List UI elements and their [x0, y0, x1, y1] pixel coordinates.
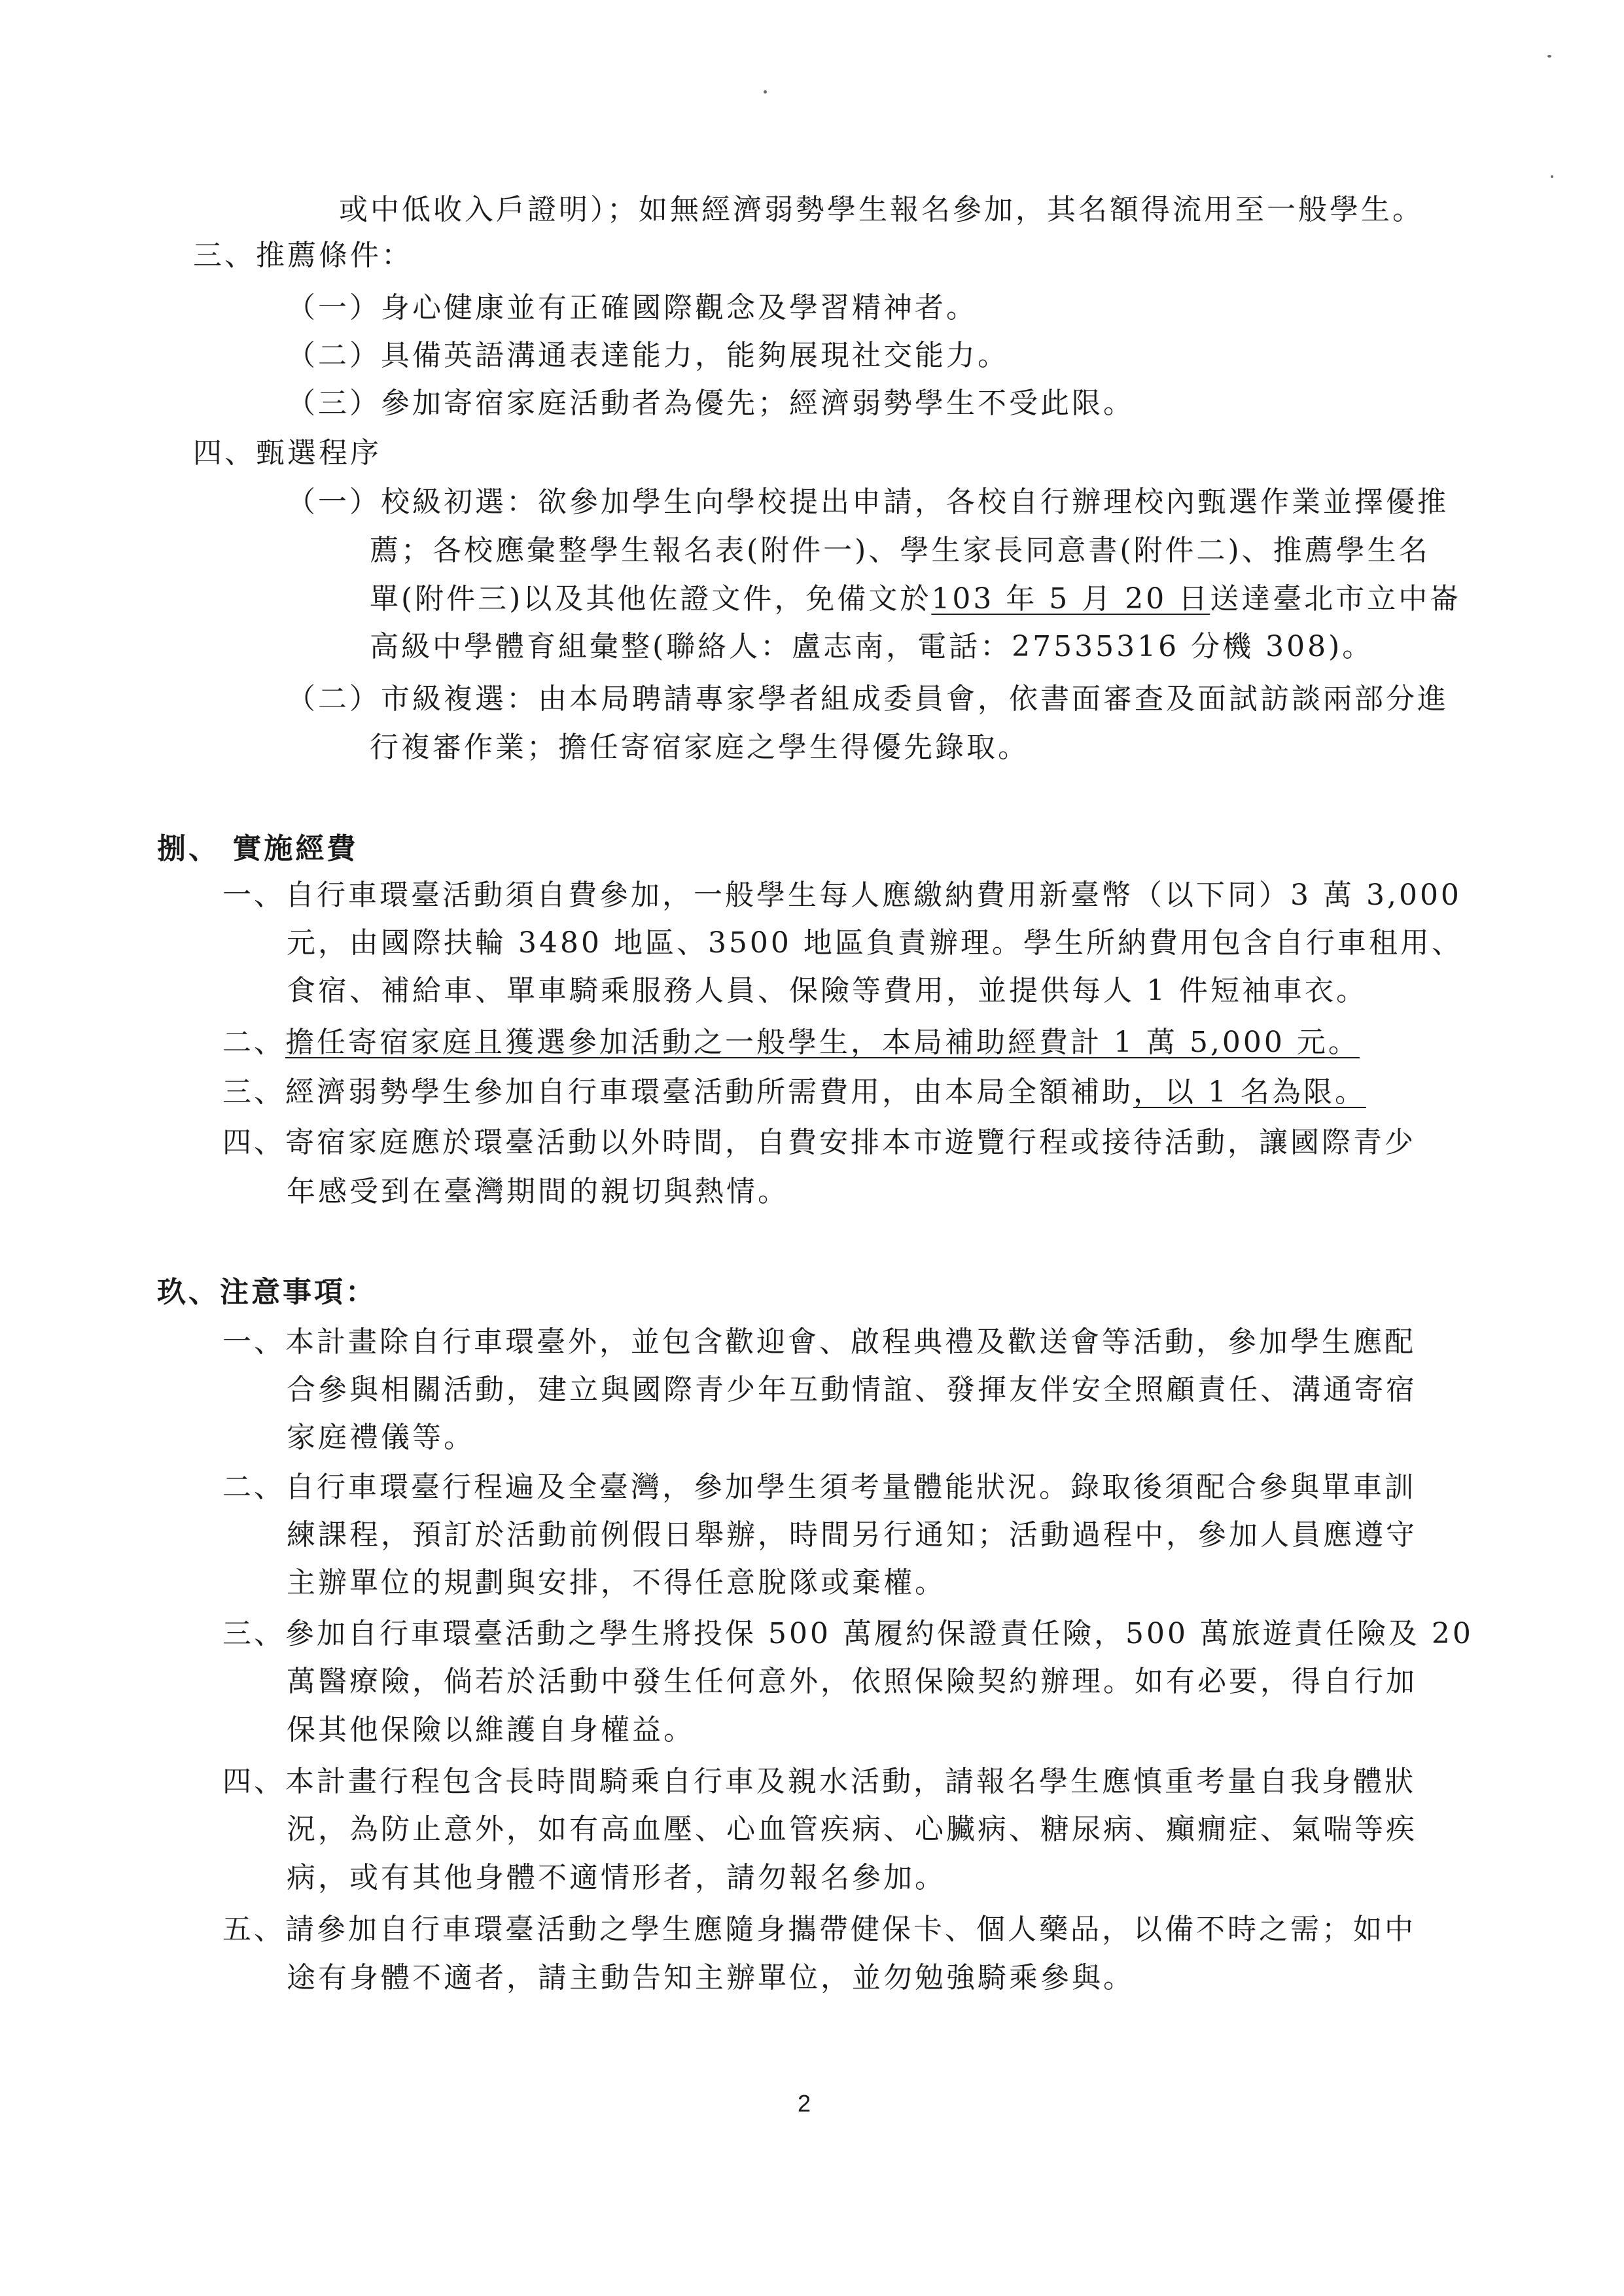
- text-line: 三、參加自行車環臺活動之學生將投保 500 萬履約保證責任險，500 萬旅遊責任險及 20: [222, 1617, 1474, 1650]
- text-line: 五、請參加自行車環臺活動之學生應隨身攜帶健保卡、個人藥品，以備不時之需；如中: [222, 1913, 1416, 1946]
- page-number: 2: [798, 2090, 811, 2117]
- text-line: （一）身心健康並有正確國際觀念及學習精神者。: [287, 291, 978, 324]
- text-line: 合參與相關活動，建立與國際青少年互動情誼、發揮友伴安全照顧責任、溝通寄宿: [287, 1373, 1417, 1406]
- text-segment: 三、經濟弱勢學生參加自行車環臺活動所需費用，由本局全額補助: [222, 1075, 1133, 1109]
- chapter-heading-notes: 玖、注意事項：: [157, 1276, 377, 1309]
- text-line: 或中低收入戶證明）；如無經濟弱勢學生報名參加，其名額得流用至一般學生。: [339, 193, 1424, 226]
- subsidy-underlined: 擔任寄宿家庭且獲選參加活動之一般學生，本局補助經費計 1 萬 5,000 元。: [285, 1026, 1360, 1059]
- text-line: 萬醫療險，倘若於活動中發生任何意外，依照保險契約辦理。如有必要，得自行加: [287, 1665, 1417, 1698]
- text-line: 行複審作業；擔任寄宿家庭之學生得優先錄取。: [370, 731, 1029, 764]
- text-line: 途有身體不適者，請主動告知主辦單位，並勿勉強騎乘參與。: [287, 1961, 1135, 1994]
- text-segment: 送達臺北市立中崙: [1210, 582, 1462, 616]
- text-line: [222, 1069, 1366, 1116]
- text-line: 家庭禮儀等。: [287, 1421, 475, 1454]
- list-marker: 二、: [222, 1026, 285, 1059]
- text-line: （二）具備英語溝通表達能力，能夠展現社交能力。: [287, 339, 1009, 372]
- text-line: 主辦單位的規劃與安排，不得任意脫隊或棄權。: [287, 1566, 946, 1599]
- text-line: 年感受到在臺灣期間的親切與熱情。: [287, 1175, 789, 1208]
- text-line: 練課程，預訂於活動前例假日舉辦，時間另行通知；活動過程中，參加人員應遵守: [287, 1518, 1417, 1552]
- text-line: 病，或有其他身體不適情形者，請勿報名參加。: [287, 1861, 946, 1894]
- text-line: 四、寄宿家庭應於環臺活動以外時間，自費安排本市遊覽行程或接待活動，讓國際青少: [222, 1126, 1416, 1159]
- text-line: 況，為防止意外，如有高血壓、心血管疾病、心臟病、糖尿病、癲癇症、氣喘等疾: [287, 1813, 1417, 1846]
- text-line: 元，由國際扶輪 3480 地區、3500 地區負責辦理。學生所納費用包含自行車租用、: [287, 926, 1463, 960]
- text-line: 一、本計畫除自行車環臺外，並包含歡迎會、啟程典禮及歡送會等活動，參加學生應配: [222, 1325, 1416, 1359]
- quota-underlined: ，以 1 名為限。: [1133, 1075, 1366, 1109]
- text-line: 一、自行車環臺活動須自費參加，一般學生每人應繳納費用新臺幣（以下同）3 萬 3,000: [222, 878, 1462, 912]
- scan-speck: [1551, 175, 1553, 178]
- text-line: 食宿、補給車、單車騎乘服務人員、保險等費用，並提供每人 1 件短袖車衣。: [287, 974, 1368, 1007]
- text-line: 四、本計畫行程包含長時間騎乘自行車及親水活動，請報名學生應慎重考量自我身體狀: [222, 1765, 1416, 1798]
- text-line: 薦；各校應彙整學生報名表(附件一)、學生家長同意書(附件二)、推薦學生名: [370, 534, 1430, 567]
- text-line: （一）校級初選：欲參加學生向學校提出申請，各校自行辦理校內甄選作業並擇優推: [287, 485, 1449, 519]
- text-line: 高級中學體育組彙整(聯絡人：盧志南，電話：27535316 分機 308)。: [370, 630, 1374, 663]
- text-line: （二）市級複選：由本局聘請專家學者組成委員會，依書面審查及面試訪談兩部分進: [287, 682, 1449, 716]
- scan-speck: [1547, 55, 1551, 58]
- text-line: [222, 1019, 1360, 1066]
- text-line: 保其他保險以維護自身權益。: [287, 1713, 695, 1747]
- deadline-date: 103 年 5 月 20 日: [931, 582, 1210, 616]
- chapter-heading-funding: 捌、 實施經費: [157, 832, 359, 865]
- text-line: [370, 576, 1461, 623]
- text-line: 二、自行車環臺行程遍及全臺灣，參加學生須考量體能狀況。錄取後須配合參與單車訓: [222, 1470, 1416, 1504]
- text-segment: 單(附件三)以及其他佐證文件，免備文於: [370, 582, 932, 616]
- text-line: （三）參加寄宿家庭活動者為優先；經濟弱勢學生不受此限。: [287, 387, 1135, 420]
- scan-speck: [764, 90, 767, 94]
- section-heading: 三、推薦條件：: [193, 239, 413, 272]
- section-heading: 四、甄選程序: [193, 436, 381, 470]
